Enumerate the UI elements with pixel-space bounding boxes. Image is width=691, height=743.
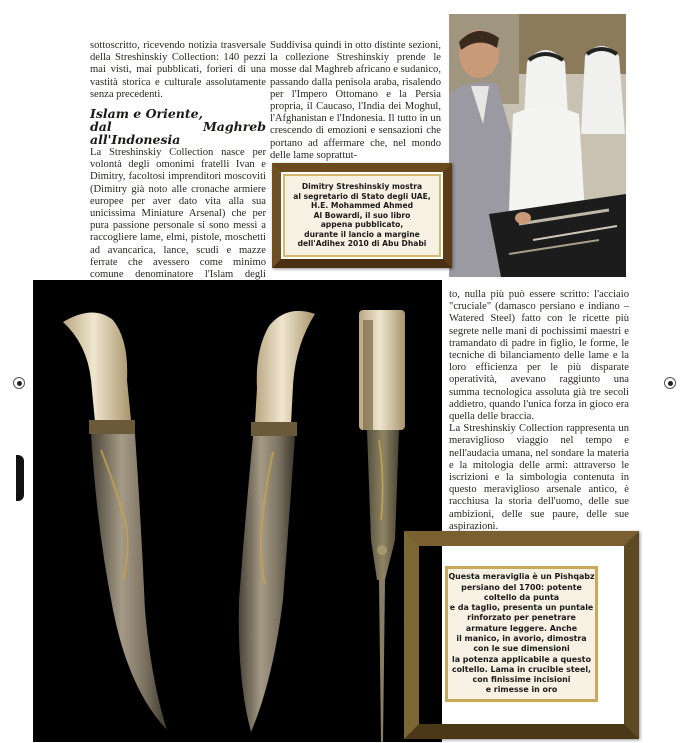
article-column-2 <box>270 40 441 162</box>
article-column-3 <box>449 289 629 533</box>
article-column-1 <box>90 40 266 293</box>
pishqabz-knife-photo <box>33 280 442 742</box>
photo-caption-line: Al Bowardi, il suo libro <box>313 210 411 220</box>
knife-caption-line: e rimesse in oro <box>485 685 558 695</box>
knife-caption-line: coltello da punta <box>483 592 560 602</box>
presentation-photo-illustration <box>449 14 626 277</box>
column-3-paragraph-2: La Streshinskiy Collection rappresenta un meraviglioso viaggio nel tempo e nell'audacia umana, nel sondare la materia e la mitologia delle armi: attraverso le iscrizioni e la simbologia contenuta in questo meraviglioso arsenale antico, è racchiusa la storia dell'uomo, delle sue ambizioni, delle sue paure, delle sue aspirazioni. <box>449 423 629 532</box>
photo-caption <box>293 182 431 249</box>
photo-caption-line: appena pubblicato, <box>320 220 404 230</box>
pishqabz-knife-illustration <box>33 280 442 742</box>
knife-caption-line: persiano del 1700: potente <box>461 582 582 592</box>
knife-caption-line: coltello. Lama in crucible steel, <box>451 664 592 674</box>
presentation-photo <box>449 14 626 277</box>
photo-caption-line: Dimitry Streshinskiy mostra <box>301 181 423 191</box>
knife-caption-line: con le sue dimensioni <box>473 644 570 654</box>
knife-caption-line: e da taglio, presenta un puntale <box>449 603 594 613</box>
photo-caption-box <box>283 174 441 257</box>
knife-caption <box>448 572 594 696</box>
photo-caption-line: dell'Adihex 2010 di Abu Dhabi <box>297 239 427 249</box>
knife-caption-line: con finissime incisioni <box>472 675 571 685</box>
photo-caption-line: al segretario di Stato degli UAE, <box>293 191 431 201</box>
registration-mark-right <box>664 377 676 389</box>
column-2-body: Suddivisa quindi in otto distinte sezioni, la collezione Streshinskiy prende le mosse dal Maghreb africano e sudanico, passando dalla penisola araba, risalendo per l'Impero Ottomano e la Persia propria, il Caucaso, l'India dei Moghul, l'Afghanistan e l'Indonesia. Il tutto in un crescendo di emozioni e sensazioni che portano ad affermare che, nel mondo delle lame soprattut- <box>270 40 441 161</box>
page-edge-mark <box>16 455 24 501</box>
knife-caption-line: armature leggere. Anche <box>465 623 578 633</box>
column-3-paragraph-1: to, nulla più può essere scritto: l'acciaio "cruciale" (damasco persiano e indiano – Watered Steel) fatto con le ricette più segrete nelle mani di pochissimi maestri e tramandato di padre in figlio, le forme, le tecniche di bilanciamento delle lame e la loro efficienza per le più disparate operatività, avevano raggiunto una summa tecnologica assoluta già tre secoli addietro, quando l'unica forza in gioco era quella delle braccia. <box>449 289 629 423</box>
column-1-body: La Streshinskiy Collection nasce per volontà degli omonimi fratelli Ivan e Dimitry, facoltosi imprenditori moscoviti (Dimitry già noto alle cronache armiere europee per aver dato vita alla sua unicissima Miniature Arsenal) che per pura passione personale si sono messi a raccogliere lame, elmi, pistole, moschetti ad avancarica, lance, scudi e mazze ferrate che avessero come minimo comune denominatore l'Islam degli <box>90 147 266 281</box>
knife-caption-box <box>445 566 598 702</box>
knife-caption-line: il manico, in avorio, dimostra <box>456 634 587 643</box>
knife-caption-line: rinforzato per penetrare <box>467 613 576 623</box>
heading-line-1: Islam e Oriente, <box>90 106 203 122</box>
knife-caption-frame <box>404 531 639 739</box>
heading-line-2: dal Maghreb all'Indonesia <box>90 119 266 148</box>
registration-mark-left <box>13 377 25 389</box>
photo-caption-line: durante il lancio a margine <box>304 229 420 239</box>
column-1-intro: sottoscritto, ricevendo notizia trasversale della Streshinskiy Collection: 140 pezzi mai visti, mai pubblicati, forieri di una vastità storica e culturale assolutamente senza precedenti. <box>90 40 266 100</box>
photo-caption-frame <box>272 163 452 268</box>
section-heading <box>90 107 266 146</box>
knife-caption-line: la potenza applicabile a questo <box>451 654 592 664</box>
photo-caption-line: H.E. Mohammed Ahmed <box>310 201 414 211</box>
knife-caption-line: Questa meraviglia è un Pishqabz <box>448 572 595 582</box>
